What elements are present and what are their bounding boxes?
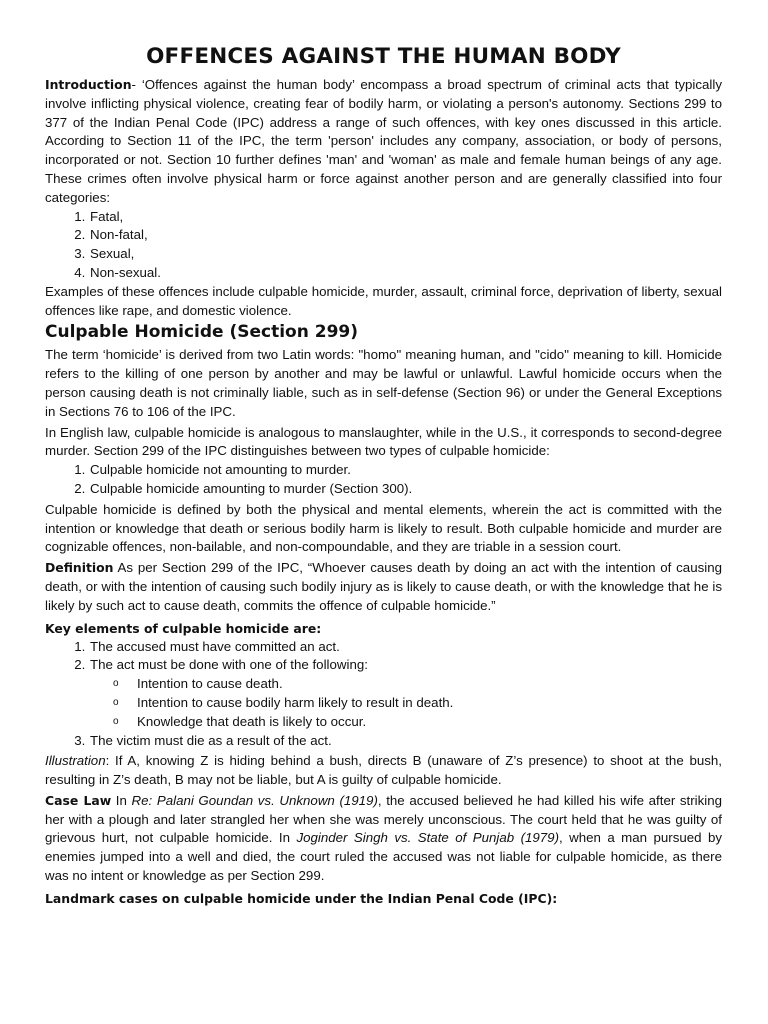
definition-lead: Definition [45,560,114,576]
page-title: OFFENCES AGAINST THE HUMAN BODY [146,44,621,69]
case-citation: Joginder Singh vs. State of Punjab (1979) [296,830,560,846]
list-item: 2. Non-fatal, [89,226,722,245]
case-law-text: In [111,792,132,808]
sublist-item: o Intention to cause death. [136,675,722,694]
case-law-text: , the accused believed he had killed his wife after striking her with a plough and later strangled her when she was merely unconscious. The court held that he was guilty of grievous hurt, not culpable homicide. In [45,792,723,846]
definition-text: As per Section 299 of the IPC, “Whoever causes death by doing an act with the intention of causing death, or with the intention of causing such bodily injury as is likely to cause death, or with the knowledge that he is likely by such act to cause death, commits the offence of culpable homicide.” [45,560,722,613]
case-law-lead: Case Law [45,792,112,808]
intro-paragraph [45,76,722,208]
list-item [89,656,722,731]
sublist-item: o Intention to cause bodily harm likely to result in death. [136,694,722,713]
case-law-paragraph [45,792,722,886]
list-item: 3. Sexual, [89,245,722,264]
key-elements-sublist [90,675,722,731]
list-item-label: The act must be done with one of the following: [90,657,368,673]
case-law-text: , when a man pursued by enemies jumped into a well and died, the court ruled the accused was not liable for culpable homicide, as there was no intent or knowledge as per Section 299. [45,830,722,884]
illustration-lead: Illustration [45,753,106,769]
list-item: 1. Fatal, [89,208,722,227]
key-elements-heading: Key elements of culpable homicide are: [45,620,322,636]
illustration-text: : If A, knowing Z is hiding behind a bush, directs B (unaware of Z’s presence) to shoot at the bush, resulting in Z’s death, B may not be liable, but A is guilty of culpable homicide. [45,753,722,788]
elements-paragraph: Culpable homicide is defined by both the physical and mental elements, wherein the act is committed with the intention or knowledge that death or serious bodily harm is likely to result. Both culpable homicide and murder are cognizable offences, non-bailable, and non-compoundable, and they are triable in a session court. [45,501,722,555]
homicide-paragraph: The term ‘homicide’ is derived from two Latin words: "homo" meaning human, and "cido" meaning to kill. Homicide refers to the killing of one person by another and may be lawful or unlawful. Lawful homicide occurs when the person causing death is not criminally liable, such as in self-defense (Section 96) or under the General Exceptions in Sections 76 to 106 of the IPC. [45,347,722,419]
illustration-paragraph [45,752,722,790]
offence-categories-list [45,208,722,283]
sublist-item: o Knowledge that death is likely to occur. [136,713,722,732]
list-item: 4. Non-sexual. [89,264,722,283]
intro-text: - ‘Offences against the human body’ encompass a broad spectrum of criminal acts that typically involve inflicting physical violence, creating fear of bodily harm, or violating a person's autonomy. Sections 299 to 377 of the Indian Penal Code (IPC) address a range of such offences, with key ones discussed in this article. According to Section 11 of the IPC, the term 'person' includes any company, association, or body of persons, incorporated or not. Section 10 further defines 'man' and 'woman' as male and female human beings of any age. These crimes often involve physical harm or force against another person and are generally classified into four categories: [45,77,722,205]
list-item: 2. Culpable homicide amounting to murder (Section 300). [89,480,722,499]
list-item: 1. Culpable homicide not amounting to murder. [89,461,722,480]
landmark-cases-heading: Landmark cases on culpable homicide under the Indian Penal Code (IPC): [45,890,558,906]
examples-paragraph: Examples of these offences include culpable homicide, murder, assault, criminal force, deprivation of liberty, sexual offences like rape, and domestic violence. [45,283,722,318]
section-heading: Culpable Homicide (Section 299) [45,322,358,343]
case-citation: Re: Palani Goundan vs. Unknown (1919) [131,792,378,808]
list-item: 3. The victim must die as a result of the act. [89,732,722,751]
intro-lead: Introduction [45,77,132,92]
key-elements-list [45,638,722,751]
list-item: 1. The accused must have committed an act. [89,638,722,657]
definition-paragraph [45,559,722,615]
homicide-types-list [45,461,722,499]
english-law-paragraph: In English law, culpable homicide is analogous to manslaughter, while in the U.S., it corresponds to second-degree murder. Section 299 of the IPC distinguishes between two types of culpable homicide: [45,424,722,459]
